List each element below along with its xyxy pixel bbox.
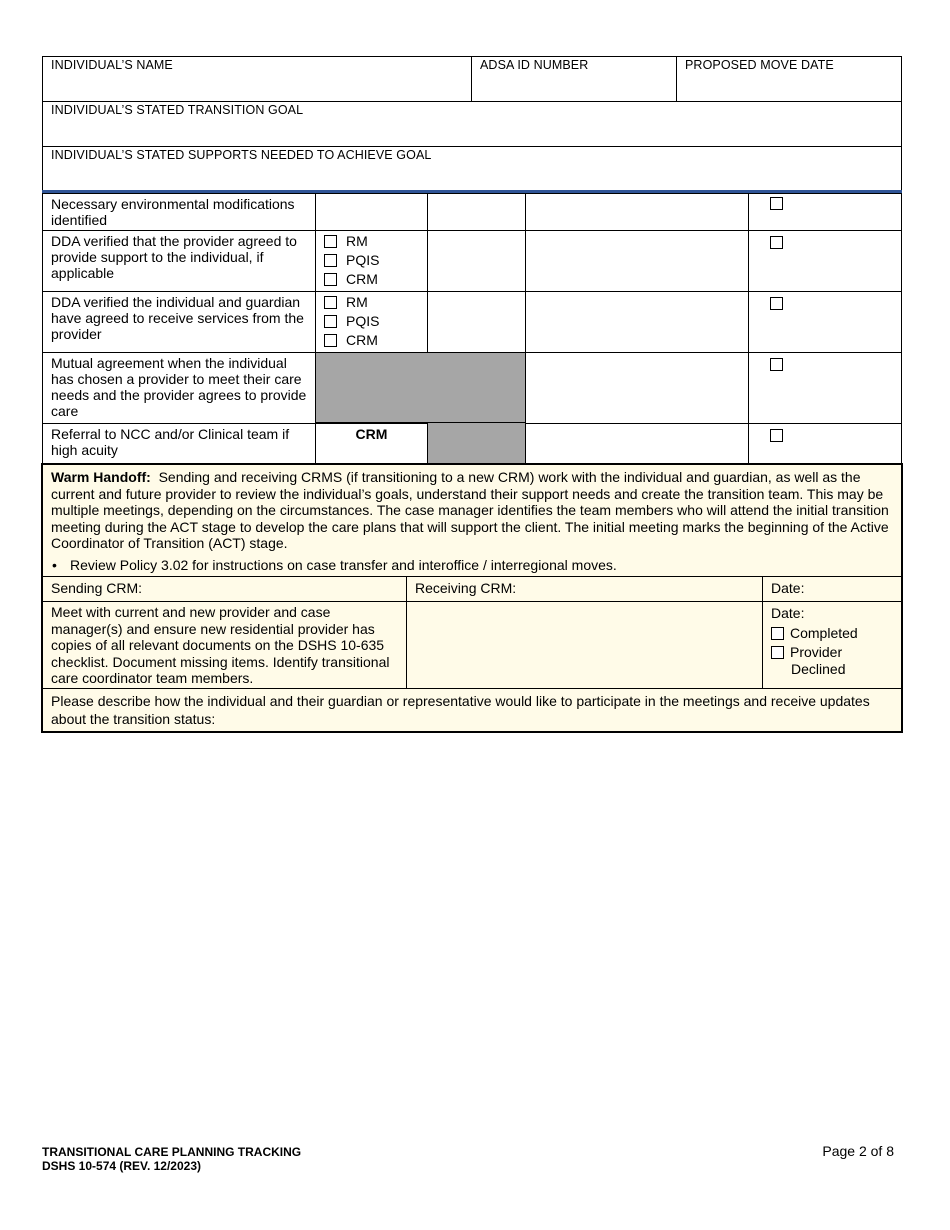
- footer-form-info: [42, 1145, 301, 1173]
- row-label-guardian-agreed: DDA verified the individual and guardian have agreed to receive services from the provider: [42, 291, 316, 353]
- warm-handoff-title: Warm Handoff:: [51, 469, 151, 485]
- row-label-mutual-agreement: Mutual agreement when the individual has chosen a provider to meet their care needs and the provider agrees to provide care: [42, 352, 316, 424]
- crm-label: CRM: [346, 332, 378, 348]
- row-env-mods-date[interactable]: [427, 193, 526, 231]
- adsa-id-label: ADSA ID NUMBER: [480, 58, 589, 72]
- rm-label: RM: [346, 294, 368, 310]
- row-label-provider-agreed: DDA verified that the provider agreed to provide support to the individual, if applicable: [42, 230, 316, 292]
- pqis-label: PQIS: [346, 252, 380, 268]
- row-referral-notes[interactable]: [525, 423, 749, 464]
- row-label-referral: Referral to NCC and/or Clinical team if high acuity: [42, 423, 316, 464]
- receiving-crm-label: Receiving CRM:: [415, 580, 517, 596]
- row-guardian-agreed-roles: [315, 291, 428, 353]
- provider-declined-label-2: Declined: [791, 660, 846, 677]
- pqis-label: PQIS: [346, 313, 380, 329]
- individual-name-field[interactable]: [42, 56, 472, 102]
- row-mutual-agreement-check-cell: [748, 352, 902, 424]
- pqis-checkbox[interactable]: [324, 315, 337, 328]
- row-provider-agreed-date[interactable]: [427, 230, 526, 292]
- crm-checkbox[interactable]: [324, 273, 337, 286]
- footer-form-number: DSHS 10-574 (REV. 12/2023): [42, 1159, 201, 1173]
- row-mutual-agreement-checkbox[interactable]: [770, 358, 783, 371]
- row-env-mods-notes[interactable]: [525, 193, 749, 231]
- page-number: Page 2 of 8: [822, 1143, 894, 1159]
- meet-date-label: Date:: [771, 605, 805, 621]
- footer-title: TRANSITIONAL CARE PLANNING TRACKING: [42, 1145, 302, 1159]
- handoff-date-label: Date:: [771, 580, 805, 596]
- meet-provider-text-cell: [41, 601, 407, 689]
- warm-handoff-text: Warm Handoff: Sending and receiving CRMS (if transitioning to a new CRM) work with the individual and guardian, as well as the current and future provider to review the individual’s goals, understand their support needs and create the transition team. This may be multiple meetings, depending on the circumstances. The case manager identifies the team members who will attend the initial transition meeting during the ACT stage to develop the care plans that will support the client. The initial meeting marks the beginning of the Active Coordinator of Transition (ACT) stage.: [51, 469, 889, 551]
- row-guardian-agreed-check-cell: [748, 291, 902, 353]
- policy-bullet: • Review Policy 3.02 for instructions on case transfer and interoffice / interregional moves.: [52, 556, 617, 573]
- row-provider-agreed-roles: [315, 230, 428, 292]
- row-env-mods-role[interactable]: [315, 193, 428, 231]
- participation-prompt: Please describe how the individual and their guardian or representative would like to participate in the meetings and receive updates about the transition status:: [51, 693, 870, 727]
- pqis-checkbox[interactable]: [324, 254, 337, 267]
- crm-label: CRM: [346, 271, 378, 287]
- participation-field[interactable]: [41, 688, 903, 733]
- row-env-mods-check-cell: [748, 193, 902, 231]
- proposed-move-date-field[interactable]: [676, 56, 902, 102]
- sending-crm-label: Sending CRM:: [51, 580, 143, 596]
- row-provider-agreed-notes[interactable]: [525, 230, 749, 292]
- sending-crm-field[interactable]: [41, 576, 407, 602]
- row-env-mods-checkbox[interactable]: [770, 197, 783, 210]
- supports-needed-field[interactable]: [42, 146, 902, 192]
- receiving-crm-field[interactable]: [406, 576, 763, 602]
- adsa-id-field[interactable]: [471, 56, 677, 102]
- supports-needed-label: INDIVIDUAL’S STATED SUPPORTS NEEDED TO ACHIEVE GOAL: [51, 148, 432, 162]
- row-referral-role: CRM: [315, 423, 428, 464]
- transition-goal-field[interactable]: [42, 101, 902, 147]
- row-guardian-agreed-checkbox[interactable]: [770, 297, 783, 310]
- crm-checkbox[interactable]: [324, 334, 337, 347]
- row-guardian-agreed-notes[interactable]: [525, 291, 749, 353]
- meet-provider-notes[interactable]: [406, 601, 763, 689]
- row-referral-check-cell: [748, 423, 902, 464]
- row-referral-checkbox[interactable]: [770, 429, 783, 442]
- row-guardian-agreed-date[interactable]: [427, 291, 526, 353]
- provider-declined-label: Provider: [790, 644, 843, 660]
- row-provider-agreed-check-cell: [748, 230, 902, 292]
- rm-label: RM: [346, 233, 368, 249]
- meet-provider-status-cell: [762, 601, 903, 689]
- shaded-cell: [315, 352, 526, 423]
- row-mutual-agreement-notes[interactable]: [525, 352, 749, 424]
- shaded-cell: [427, 423, 526, 464]
- rm-checkbox[interactable]: [324, 296, 337, 309]
- completed-label: Completed: [790, 624, 858, 641]
- rm-checkbox[interactable]: [324, 235, 337, 248]
- meet-provider-text: Meet with current and new provider and case manager(s) and ensure new residential provider has copies of all relevant documents on the DSHS 10-635 checklist. Document missing items. Identify transitional care coordinator team members.: [51, 604, 390, 686]
- transition-goal-label: INDIVIDUAL’S STATED TRANSITION GOAL: [51, 103, 304, 117]
- row-provider-agreed-checkbox[interactable]: [770, 236, 783, 249]
- warm-handoff-section: [41, 463, 903, 577]
- handoff-date-field[interactable]: [762, 576, 903, 602]
- proposed-move-date-label: PROPOSED MOVE DATE: [685, 58, 834, 72]
- provider-declined-checkbox[interactable]: [771, 646, 784, 659]
- row-label-env-mods: Necessary environmental modifications identified: [42, 193, 316, 231]
- completed-checkbox[interactable]: [771, 627, 784, 640]
- individual-name-label: INDIVIDUAL’S NAME: [51, 58, 173, 72]
